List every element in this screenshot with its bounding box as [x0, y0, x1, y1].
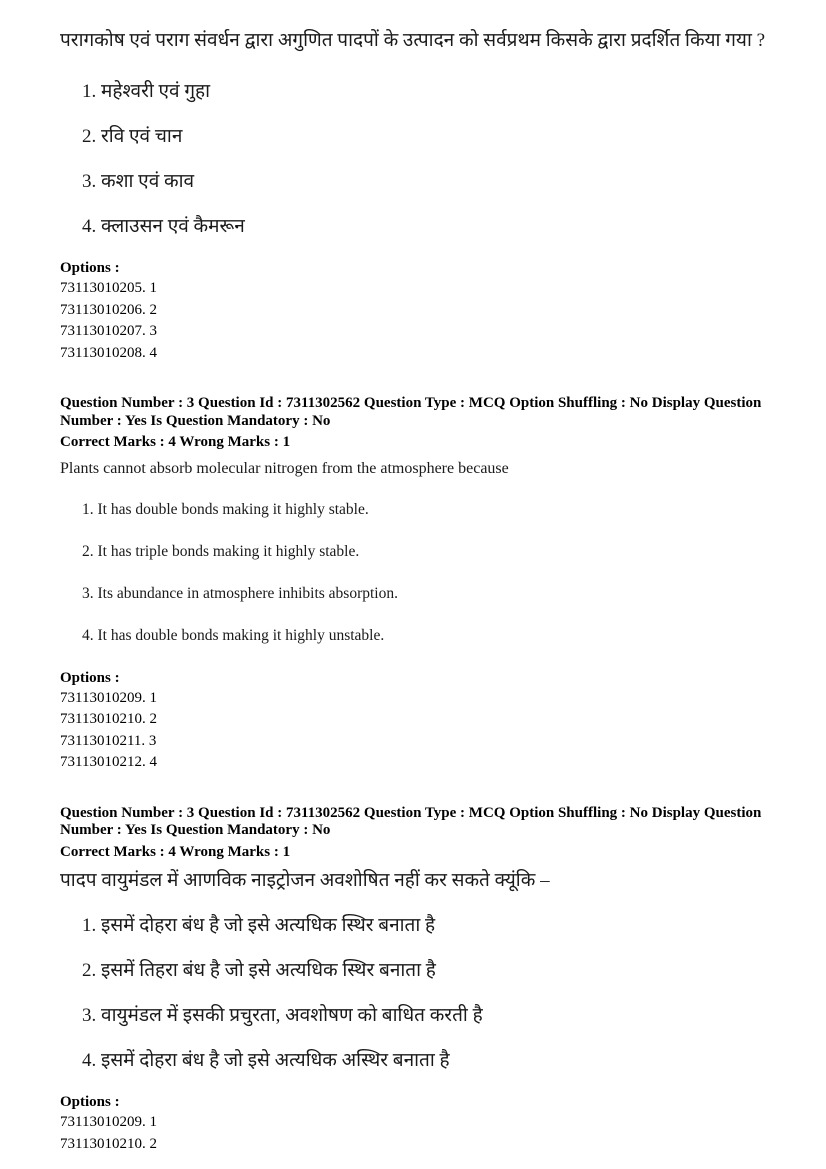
- option-id-1: 73113010209. 1: [60, 1114, 157, 1130]
- question-text: परागकोष एवं पराग संवर्धन द्वारा अगुणित पादपों के उत्पादन को सर्वप्रथम किसके द्वारा प्रदर्शित किया गया ?: [60, 30, 766, 51]
- option-id-1: 73113010209. 1: [60, 689, 157, 706]
- section-divider-gap: [60, 364, 766, 395]
- choice-1: 1. It has double bonds making it highly stable.: [82, 500, 369, 518]
- option-id-list: [60, 1112, 766, 1155]
- question-text: पादप वायुमंडल में आणविक नाइट्रोजन अवशोषित नहीं कर सकते क्यूंकि –: [60, 870, 550, 891]
- choice-4: 4. इसमें दोहरा बंध है जो इसे अत्यधिक अस्थिर बनाता है: [82, 1050, 450, 1071]
- question-meta-line: Question Number : 3 Question Id : 7311302562 Question Type : MCQ Option Shuffling : No Display Question Number : Yes Is Question Mandatory : No: [60, 395, 762, 429]
- option-id-2: 73113010210. 2: [60, 1135, 157, 1152]
- option-id-2: 73113010206. 2: [60, 301, 157, 318]
- option-id-list: [60, 688, 766, 774]
- options-label: Options :: [60, 1094, 120, 1110]
- option-id-1: 73113010205. 1: [60, 280, 157, 296]
- choice-2: 2. इसमें तिहरा बंध है जो इसे अत्यधिक स्थिर बनाता है: [82, 960, 436, 981]
- option-id-3: 73113010207. 3: [60, 323, 157, 339]
- option-id-3: 73113010211. 3: [60, 732, 157, 749]
- question-text: Plants cannot absorb molecular nitrogen from the atmosphere because: [60, 459, 509, 477]
- options-label: Options :: [60, 260, 120, 276]
- question-marks-line: Correct Marks : 4 Wrong Marks : 1: [60, 434, 291, 450]
- question-marks-line: Correct Marks : 4 Wrong Marks : 1: [60, 843, 291, 860]
- section-divider-gap: [60, 774, 766, 805]
- choice-1: 1. महेश्वरी एवं गुहा: [82, 81, 211, 102]
- question-meta-line: Question Number : 3 Question Id : 7311302562 Question Type : MCQ Option Shuffling : No Display Question Number : Yes Is Question Mandatory : No: [60, 804, 762, 838]
- option-id-list: [60, 278, 766, 364]
- choice-3: 3. वायुमंडल में इसकी प्रचुरता, अवशोषण को बाधित करती है: [82, 1005, 483, 1026]
- choice-1: 1. इसमें दोहरा बंध है जो इसे अत्यधिक स्थिर बनाता है: [82, 915, 436, 936]
- choice-3: 3. कशा एवं काव: [82, 171, 195, 192]
- option-id-4: 73113010212. 4: [60, 754, 157, 770]
- choice-4: 4. It has double bonds making it highly unstable.: [82, 626, 385, 644]
- option-id-4: 73113010208. 4: [60, 344, 157, 361]
- option-id-2: 73113010210. 2: [60, 711, 157, 727]
- question-block-english: [60, 395, 766, 774]
- choice-2: 2. It has triple bonds making it highly stable.: [82, 542, 360, 560]
- question-block-hindi-2: [60, 805, 766, 1156]
- question-block-hindi-1: [60, 28, 766, 364]
- choice-2: 2. रवि एवं चान: [82, 126, 183, 147]
- choice-4: 4. क्लाउसन एवं कैमरून: [82, 216, 245, 237]
- options-label: Options :: [60, 669, 120, 686]
- choice-3: 3. Its abundance in atmosphere inhibits absorption.: [82, 584, 398, 602]
